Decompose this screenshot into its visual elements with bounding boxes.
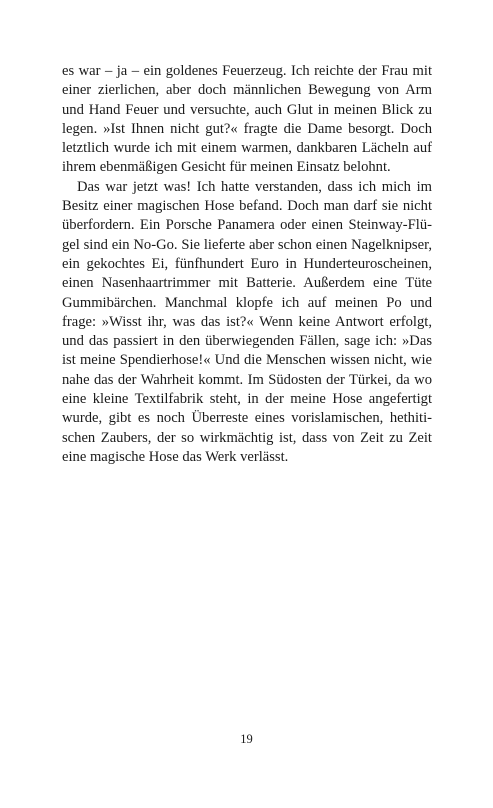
page-number: 19 <box>240 732 253 746</box>
paragraph-2: Das war jetzt was! Ich hatte verstanden, dass ich mich im Besitz einer magischen Hose befand. Doch man darf sie nicht überfordern. Ein Porsche Panamera oder einen Steinway-Flügel sind ein No-Go. Sie lieferte aber schon einen Nagelknipser, ein gekochtes Ei, fünfhundert Euro in Hunderteuroscheinen, einen Nasenhaartrimmer mit Batterie. Außerdem eine Tüte Gummibärchen. Manchmal klopfe ich auf meinen Po und frage: »Wisst ihr, was das ist?« Wenn keine Antwort erfolgt, und das passiert in den überwiegenden Fällen, sage ich: »Das ist meine Spendierhose!« Und die Menschen wissen nicht, wie nahe das der Wahrheit kommt. Im Südosten der Türkei, da wo eine kleine Textilfabrik steht, in der meine Hose angefertigt wurde, gibt es noch Überreste eines vorislamischen, hethitischen Zaubers, der so wirkmächtig ist, dass von Zeit zu Zeit eine magische Hose das Werk verlässt. <box>62 178 432 465</box>
paragraph-1: es war – ja – ein goldenes Feuerzeug. Ich reichte der Frau mit einer zierlichen, aber doch männlichen Bewegung von Arm und Hand Feuer und versuchte, auch Glut in meinen Blick zu legen. »Ist Ihnen nicht gut?« fragte die Dame besorgt. Doch letztlich wurde ich mit einem warmen, dankbaren Lächeln auf ihrem ebenmäßigen Gesicht für meinen Einsatz belohnt. <box>62 63 432 176</box>
body-text <box>62 62 432 467</box>
